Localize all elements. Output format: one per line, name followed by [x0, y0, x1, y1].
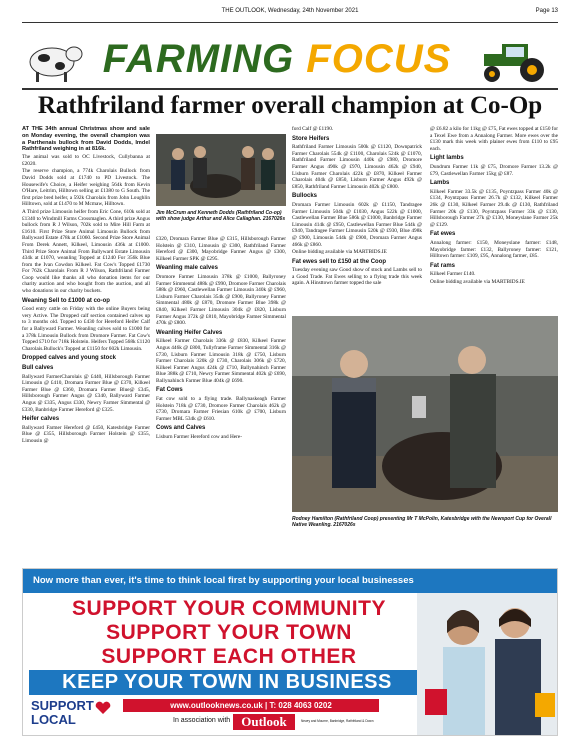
paragraph: Tuesday evening saw Good show of stock and Lambs sell to a Good Trade. Fat Ewes selling to a flying trade this week again. A Hinsttown farmer topped the sale	[292, 267, 422, 287]
paragraph: Kilkeel Farmer £140.	[430, 271, 476, 278]
page-header	[22, 8, 558, 18]
tractor-icon	[472, 36, 558, 84]
article-headline: Rathfriland farmer overall champion at Co-Op	[37, 92, 543, 119]
subheading: Fat Cows	[156, 387, 183, 394]
advert-banner-text: Now more than ever, it's time to think local first by supporting your local businesses	[23, 569, 557, 593]
paragraph: Dundrum Farmer 11k @ £75, Dromore Farmer 13.2k @ £79, Castlewellan Farmer 15kg @ £87.	[430, 163, 558, 177]
paragraph: The reserve champion, a 774k Charolais Bullock from David Dodds sold at £1740 to PD Livestock. The Housewife's Choice, a Heifer weighing 564k from Kevin O'Hare, Leitrim, Hilltown selling at £1380 to G South. The first prize bred heifer, a 592k Charolais from John Loughlin Hilltown, sold at £1470 to M Mcmaw, Hilltown.	[22, 168, 150, 208]
paragraph: Online bidding available via MARTBIDS.IE	[430, 278, 525, 285]
subheading: Weanling Heifer Calves	[156, 329, 223, 336]
paragraph: Good entry cattle on Friday with the online Buyers being very Active. The Dropped calf section contained calves up to 3 months old. Topped to £430 for Hereford Heifer Calf for a Ballyward Farmer. Weanling calves sold to £1000 for a 378k Limousin Bullock from Dromore Farmer. Fat Cow's Topped £710 for 718k Holstein. Heifers Topped 568k £1120 Charolais.Bullock's Topped at £1150 for 602k Limousin.	[22, 306, 150, 352]
subheading: Dropped calves and young stock	[22, 355, 117, 362]
advert-slogan: KEEP YOUR TOWN IN BUSINESS	[29, 670, 425, 695]
subheading: Weaning Sell to £1000 at co-op	[22, 297, 110, 304]
heart-icon	[95, 701, 111, 715]
subheading: Cows and Calves	[156, 425, 206, 432]
photo-cup-presentation	[292, 316, 558, 512]
photo-caption: Rodney Hamilton (Rathfriland Coop) presenting Mr T McPolin, Katesbridge with the Newsport Cup for Overall Native Weanling. 2167026s	[292, 516, 552, 528]
photo-image	[292, 316, 558, 512]
subheading: Fat rams	[430, 262, 456, 269]
paragraph: The animal was sold to OC Livestock, Cullybanna at £2020.	[22, 154, 150, 167]
lead-paragraph: AT THE 34th annual Christmas show and sale on Monday evening, the overall champion was a Parthenais bullock from David Dodds, Imdel Rathfriland weighing in at 816k.	[22, 126, 150, 153]
photo-champion-group	[156, 134, 286, 206]
support-local-logo: SUPPORT LOCAL	[31, 699, 117, 733]
photo-image	[156, 134, 286, 206]
subheading: Light lambs	[430, 155, 464, 162]
column-1	[22, 126, 150, 446]
column-2	[156, 236, 286, 442]
paragraph: Ballyward FarmerCharolais @ £440, Hillsborough Farmer Limousin @ £410, Dromara Farmer Blue @ £370, Kilkeel Farmer Blue @ £360, Dromara Farmer Blue@ £345, Hillsborough Farmer Angus @ £340, Ballyward Farmer Angus @ £335, Angus £330, Newry Farmer Simmental @ £330, Banbridge Farmer Hereford @ £325.	[22, 373, 150, 413]
photo-caption: Jim McCrum and Kenneth Dodds (Rathfriland Co-op) with show judge Arthur and Alice Callaghan. 2167026s	[156, 210, 286, 222]
outlook-logo: Outlook	[233, 714, 295, 730]
header-rule	[22, 22, 558, 23]
column-3	[292, 126, 422, 312]
column-4	[430, 126, 558, 312]
subheading: Bullocks	[292, 193, 318, 200]
paragraph: Online bidding available via MARTBIDS.IE	[292, 249, 387, 256]
subheading: Lambs	[430, 180, 450, 187]
masthead-date: THE OUTLOOK, Wednesday, 24th November 2021	[221, 8, 359, 14]
subheading: Fat ewes	[430, 231, 456, 238]
shoppers-photo	[417, 593, 557, 735]
advert-slogan: SUPPORT YOUR COMMUNITY	[72, 597, 386, 620]
section-title: FARMING FOCUS	[102, 37, 452, 81]
contact-bar[interactable]: www.outlooknews.co.uk | T: 028 4063 0202	[123, 699, 379, 712]
paragraph: Dromara Farmer Limousin 602k @ £1150, Tandragee Farmer Limousin 504k @ £1030, Angus 522k @ £1000, Castlewellan Farmer Blue 586k @ £1000, Banbridge Farmer Limousin 414k @ £950, Castlewellan Farmer Blue 544k @ £940, Tandragee Farmer Limousin 520k @ £930, Blue 498k @ £900, Limousin 544k @ £900, Dromara Farmer Angus 466k @ £860.	[292, 201, 422, 248]
association-label: In association with	[173, 717, 231, 724]
subheading: Bull calves	[22, 365, 54, 371]
paragraph: A Third prize Limousin heifer from Eric Cone, 610k sold at £1340 to Windmill Farms Crossmaglen. A third prize Angus bullock from R J Wilson, 702k sold to Mire Hill Farm at £1610. First Prize Store Animal Limousin Bullock from Ballyward Estate 478k at £1060. Second Prize Store Animal From Derek Annett, Kilkeel, Limousin 436k at £1000. Third Prize Store Animal From Ballyward Estate Limousin 434k at £1070, weanling Topped at £1240 For 356k Blue from the Ivan Cowdon Kilkeel. Fat Cow's Topped £1730 For 762k Charolais From R J Wilson, Rathfriland Farmer Coop would like thanks all who donation items for our charity auction and who bought from the auction, and all who donations in our charity buckets.	[22, 208, 150, 295]
paragraph: Dromore Farmer Limousin 378k @ £1000, Ballyroney Farmer Simmental 488k @ £990, Dromore Farmer Charolais 588k @ £960, Castlewellan Farmer Limousin 340k @ £960, Lisburn Farmer Charolais 354k @ £900, Ballyroney Farmer Simmental 480k @ £870, Dromore Farmer Blue 398k @ £840, Kilkeel Farmer Limousin 304k @ £820, Lisburn Farmer Angus 372k @ £810, Mayobridge Farmer Simmental 470k @ £800.	[156, 273, 286, 327]
advert-slogan: SUPPORT EACH OTHER	[101, 645, 357, 668]
paragraph: Annalong farmer: £150, Moneyslane farmer: £148, Mayobridge farmer: £132, Ballyroney farmer: £121, Hilltown farmer: £109, £95, Annalong farmer, £85.	[430, 239, 558, 260]
subheading: Heifer calves	[22, 416, 60, 423]
article-body	[22, 126, 558, 558]
paragraph: Ballyward Farmer Hereford @ £450, Katesbridge Farmer Blue @ £355, Hillsborough Farmer Holstein @ £355, Limousin @	[22, 424, 150, 444]
paragraph: ford Calf @ £1190.	[292, 126, 334, 132]
paragraph: Fat cow sold to a flying trade. Ballynaskeagh Farmer Holstein 718k @ £730, Dromore Farmer Charolais 462k @ £730, Dromara Farmer Friesian 610k @ £700, Lisburn Farmer MBL 534k @ £610.	[156, 396, 286, 422]
farming-focus-banner	[22, 32, 558, 86]
subheading: Weanling male calves	[156, 265, 218, 272]
banner-rule	[22, 88, 558, 90]
paragraph: Kilkeel Farmer Charolais 336k @ £830, Kilkeel Farmer Angus 446k @ £800, Tullyframe Farmer Simmental 316k @ £730, Lisburn Farmer Limousin 318k @ £750, Lisburn Farmer Charolais 320k @ £730, Charolais 306k @ £720, Kilkeel Farmer Angus 424k @ £710, Ballynahinch Farmer Blue 388k @ £710, Newry Farmer Simmental 402k @ £690, Ballynahinch Farmer Blue 404k @ £690.	[156, 338, 286, 384]
paragraph: @ £6.82 a kilo for 11kg @ £75, Fat ewes topped at £150 for a Texel Ewe from a Annalong Farmer. More ewes over the £130 mark this week with plainer ewes from £110 to £95 each.	[430, 126, 558, 152]
subheading: Fat ewes sell to £150 at the Coop	[292, 258, 387, 265]
paragraph: Rathfriland Farmer Limousin 500k @ £1120, Downpatrick Farmer Charolais 554k @ £1100, Charolais 524k @ £1070, Rathfriland Farmer Limousin 440k @ £980, Dromore Farmer Angus 490k @ £970, Limousin 462k @ £940, Lisburn Farmer Charolais 422k @ £870, Kilkeel Farmer Charolais 404k @ £850, Lisburn Farmer Angus 492k @ £850, Rathfriland Farmer Limousin 402k @ £800.	[292, 144, 422, 190]
support-local-advert	[22, 568, 558, 736]
cow-icon	[22, 34, 84, 84]
page-number: Page 13	[535, 8, 558, 14]
paragraph: Lisburn Farmer Hereford cow and Here-	[156, 434, 243, 441]
advert-slogan: SUPPORT YOUR TOWN	[106, 621, 352, 644]
subheading: Store Heifers	[292, 135, 330, 142]
address-text: Newry and Mourne, Banbridge, Rathfriland & Down	[301, 719, 374, 723]
paragraph: £320, Dromara Farmer Blue @ £315, Hillsborough Farmer Holstein @ £310, Limousin @ £300, Rathfriland Farmer Hereford @ £300, Mayobridge Farmer Angus @ £300, Kilkeel Farmer SPK @ £295.	[156, 236, 286, 262]
paragraph: Kilkeel Farmer 33.5k @ £135, Poyntzpass Farmer 40k @ £134, Poyntzpass Farmer 26.7k @ £132, Kilkeel Farmer 26k @ £130, Kilkeel Farmer 29.4k @ £130, Rathfriland Farmer 20k @ £130, Poyntzpass Farmer 33k @ £130, Hillsborough Farmer 27k @ £130, Moneyslane Farmer 25k @ £129.	[430, 188, 558, 228]
